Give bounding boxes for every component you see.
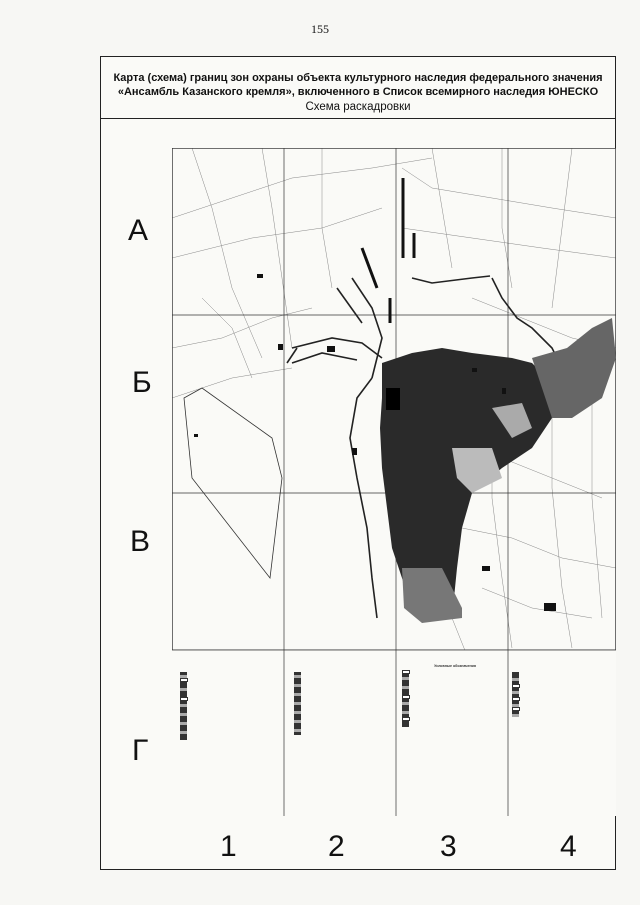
col-label-3: 3 [440,830,457,863]
legend-entry [512,714,612,717]
col-label-2: 2 [328,830,345,863]
title-line-2: «Ансамбль Казанского кремля», включенного в Список всемирного наследия ЮНЕСКО [117,86,599,98]
legend-entry [180,737,280,740]
legend-swatch [180,737,187,740]
row-label-v: В [130,525,151,558]
legend-column-3 [402,664,508,727]
legend-column-1 [180,672,280,740]
title-line-1: Карта (схема) границ зон охраны объекта культурного наследия федерального значения [113,72,603,84]
legend-swatch [402,724,409,727]
subtitle: Схема раскадровки [305,101,411,113]
col-label-1: 1 [220,830,237,863]
legend-entry [294,732,394,735]
row-label-g: Г [132,734,149,767]
legend-entry [402,724,508,727]
legend-swatch [512,714,519,717]
legend-column-2 [294,672,394,735]
legend-column-4 [512,672,612,717]
col-label-4: 4 [560,830,577,863]
legend-heading: Условные обозначения [434,664,476,668]
row-label-b: Б [132,366,152,399]
page-number: 155 [311,22,329,36]
kremlin-block [386,388,400,410]
legend-swatch [294,732,301,735]
title-block [101,57,615,119]
row-label-a: А [128,214,149,247]
